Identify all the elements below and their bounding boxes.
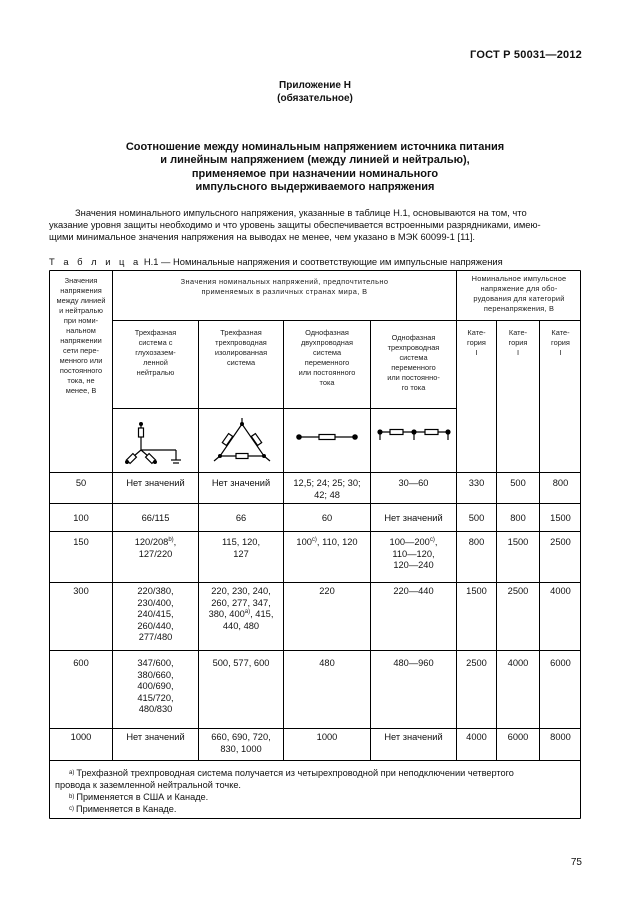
cell-single-phase-2wire: 480 <box>319 658 335 668</box>
cell-line: 830, 1000 <box>220 743 262 754</box>
cell-category-3: 1500 <box>550 513 571 523</box>
cell-line: 110—120, <box>392 548 435 559</box>
cell-line: 120—240 <box>393 560 434 570</box>
cell-three-phase-4wire: 66/115 <box>141 513 170 523</box>
footnote-line <box>55 767 575 779</box>
cell-category-2: 2500 <box>507 586 529 596</box>
header-line: I <box>516 348 520 357</box>
cell-category-1: 4000 <box>466 732 487 742</box>
header-line: система <box>312 348 342 357</box>
cell-nominal-voltage: 600 <box>73 658 89 668</box>
cell-line: 42; 48 <box>314 489 340 500</box>
header-line: Однофазная <box>391 333 436 342</box>
table-n1 <box>49 270 581 819</box>
footnote-text: Применяется в США и Канаде. <box>76 792 209 802</box>
cell-category-1: 330 <box>468 478 485 488</box>
cell-single-phase-3wire: Нет значений <box>384 513 443 523</box>
cell-text: 100—200 <box>389 537 430 547</box>
header-line: I <box>475 348 478 357</box>
cell-line: 230/400, <box>137 597 174 608</box>
header-line: двухпроводная <box>301 338 353 347</box>
header-line: го тока <box>401 383 426 392</box>
cell-line: 127/220 <box>138 548 173 559</box>
header-category-2 <box>497 328 539 358</box>
intro-paragraph <box>49 207 582 244</box>
footnote-a <box>55 767 575 791</box>
annex-title: Приложение Н <box>279 80 351 91</box>
cell-nominal-voltage: 1000 <box>70 732 92 742</box>
cell-category-3: 800 <box>552 478 569 488</box>
cell-three-phase-4wire <box>113 658 198 716</box>
cell-three-phase-4wire <box>113 537 198 560</box>
cell-nominal-voltage: 300 <box>73 586 89 596</box>
cell-line: 220/380, <box>137 586 174 596</box>
cell-category-1: 2500 <box>466 658 487 668</box>
cell-category-3: 2500 <box>550 537 571 547</box>
cell-text: , 110, 120 <box>316 537 358 547</box>
cell-single-phase-2wire <box>284 478 370 501</box>
cell-single-phase-2wire <box>284 537 370 549</box>
cell-category-1: 1500 <box>466 586 487 596</box>
cell-category-3: 4000 <box>550 586 571 596</box>
footnote-ref: c) <box>311 536 317 543</box>
cell-single-phase-2wire: 60 <box>321 513 333 523</box>
cell-single-phase-3wire <box>371 537 456 572</box>
cell-three-phase-3wire <box>199 732 283 755</box>
cell-line: 400/690, <box>137 681 174 691</box>
cell-text: 120/208 <box>134 537 169 547</box>
cell-line: 220, 230, 240, <box>211 586 271 596</box>
cell-line: 12,5; 24; 25; 30; <box>293 478 361 488</box>
header-line: гория <box>551 338 570 347</box>
header-line: постоянного <box>59 366 103 375</box>
cell-category-3: 8000 <box>550 732 571 742</box>
footnote-mark: a) <box>69 770 75 776</box>
cell-line: 277/480 <box>138 632 173 642</box>
cell-text: , <box>434 537 438 547</box>
header-line: гория <box>508 338 528 347</box>
header-line: нальном <box>66 326 96 335</box>
header-category-1 <box>457 328 496 358</box>
header-line: Значения <box>64 276 98 285</box>
cell-line: 115, 120, <box>221 537 261 547</box>
header-impulse-group <box>457 274 581 314</box>
header-line: переменного <box>391 363 436 372</box>
header-line: система <box>226 358 256 367</box>
header-line: глухозазем- <box>135 348 176 357</box>
table-caption-text: Н.1 — Номинальные напряжения и соответствующие им импульсные напряжения <box>143 256 503 267</box>
cell-category-2: 6000 <box>507 732 529 742</box>
header-line: Кате- <box>508 328 528 337</box>
footnote-text: Трехфазной трехпроводная система получается из четырехпроводной при неподключении четвертого <box>76 768 514 778</box>
cell-three-phase-3wire <box>199 586 283 632</box>
header-line: Кате- <box>467 328 486 337</box>
footnote-line: провода к заземленной нейтральной точке. <box>55 780 241 790</box>
cell-line: 260, 277, 347, <box>211 597 271 608</box>
cell-three-phase-4wire <box>113 586 198 644</box>
header-line: и нейтралью <box>59 306 103 315</box>
cell-category-2: 4000 <box>507 658 529 668</box>
paragraph-line: Значения номинального импульсного напряжения, указанные в таблице Н.1, основываются на том, что <box>75 207 527 218</box>
header-line: I <box>559 348 562 357</box>
footnote-mark: c) <box>69 806 74 812</box>
standard-number: ГОСТ Р 50031—2012 <box>470 49 582 61</box>
cell-line: 415/720, <box>137 692 174 703</box>
cell-category-2: 500 <box>510 478 526 488</box>
cell-text: , 415, <box>250 609 274 619</box>
header-line: Номинальное импульсное <box>471 274 567 283</box>
header-line: рудования для категорий <box>473 294 565 303</box>
header-line: переменного <box>304 358 350 367</box>
cell-category-1: 800 <box>468 537 485 547</box>
table-caption-prefix: Т а б л и ц а <box>49 256 142 267</box>
header-line: или постоянного <box>298 368 356 377</box>
cell-nominal-voltage: 100 <box>73 513 89 523</box>
heading-line: и линейным напряжением (между линией и нейтралью), <box>160 154 470 167</box>
cell-single-phase-2wire: 1000 <box>316 732 338 742</box>
cell-line: 120/208$^{b)}$, <box>134 536 177 547</box>
cell-category-2: 800 <box>510 513 526 523</box>
cell-single-phase-3wire: 480—960 <box>393 658 434 668</box>
single-phase-3wire-diagram <box>376 425 452 445</box>
header-line: Трехфазная <box>220 328 262 337</box>
cell-single-phase-3wire: Нет значений <box>384 732 443 742</box>
cell-text: 100 <box>296 537 312 547</box>
header-line: перенапряжения, В <box>483 304 555 313</box>
header-line: Кате- <box>551 328 570 337</box>
cell-nominal-voltage: 50 <box>75 478 87 488</box>
cell-single-phase-3wire: 30—60 <box>398 478 429 488</box>
page-number: 75 <box>570 857 582 868</box>
footnote-c <box>69 803 569 815</box>
header-line: напряжение для обо- <box>480 284 558 293</box>
cell-line: 260/440, <box>137 620 174 631</box>
cell-nominal-voltage: 150 <box>73 537 89 547</box>
header-single-phase-2wire <box>284 328 370 388</box>
cell-category-1: 500 <box>468 513 485 523</box>
paragraph-line: щими минимальное значения напряжения на выводах не менее, чем указано в МЭК 60099-1 [11]. <box>49 231 476 243</box>
footnote-text: Применяется в Канаде. <box>76 804 177 814</box>
cell-line <box>371 537 456 549</box>
cell-line: 440, 480 <box>222 620 260 631</box>
footnote-mark: b) <box>69 794 75 800</box>
cell-three-phase-3wire: Нет значений <box>211 478 271 488</box>
header-line: гория <box>467 338 486 347</box>
header-line: между линией <box>56 296 106 305</box>
table-caption <box>49 256 503 267</box>
header-single-phase-3wire <box>371 333 456 393</box>
cell-three-phase-4wire: Нет значений <box>126 732 185 742</box>
cell-line <box>199 609 283 621</box>
header-line: при номи- <box>63 316 99 325</box>
cell-category-3: 6000 <box>550 658 571 668</box>
section-heading <box>0 141 630 194</box>
cell-line: 380/660, <box>137 669 174 680</box>
cell-category-2: 1500 <box>507 537 529 547</box>
footnote-ref: a) <box>244 608 251 615</box>
header-line: трехпроводная <box>387 343 440 352</box>
heading-line: применяемое при назначении номинального <box>191 167 439 180</box>
cell-three-phase-3wire: 500, 577, 600 <box>212 658 270 668</box>
header-line: изолированная <box>214 348 268 357</box>
header-line: Однофазная <box>305 328 349 337</box>
header-line: система <box>399 353 428 362</box>
cell-single-phase-3wire: 220—440 <box>393 586 434 596</box>
annex-status: (обязательное) <box>277 93 353 104</box>
header-systems-group <box>113 277 456 297</box>
footnote-b <box>69 791 569 803</box>
cell-line: 347/600, <box>137 658 174 668</box>
three-phase-isolated-diagram <box>211 416 273 466</box>
header-line: нейтралью <box>136 368 175 377</box>
header-line: менного или <box>59 356 103 365</box>
cell-line: 240/415, <box>137 609 174 619</box>
header-line: Значения номинальных напряжений, предпочтительно <box>180 277 389 286</box>
header-line: система с <box>138 338 173 347</box>
cell-line: 127 <box>233 548 249 559</box>
header-line: или постоянно- <box>387 373 440 382</box>
three-phase-grounded-neutral-diagram <box>119 414 195 470</box>
cell-line: 660, 690, 720, <box>211 732 271 742</box>
cell-three-phase-3wire: 66 <box>235 513 247 523</box>
header-category-3 <box>540 328 581 358</box>
cell-three-phase-3wire <box>199 537 283 560</box>
header-line: напряжения <box>60 286 102 295</box>
header-line: Трехфазная <box>134 328 177 337</box>
header-line: тока <box>319 378 335 387</box>
header-line: применяемых в различных странах мира, В <box>201 287 368 296</box>
header-three-phase-4wire <box>113 328 198 378</box>
cell-text: 380, 400 <box>208 609 245 619</box>
cell-single-phase-2wire: 220 <box>319 586 335 596</box>
header-line: сети пере- <box>63 346 99 355</box>
header-three-phase-3wire <box>199 328 283 368</box>
header-line: напряжении <box>60 336 102 345</box>
heading-line: импульсного выдерживаемого напряжения <box>195 180 435 193</box>
heading-line: Соотношение между номинальным напряжением источника питания <box>125 141 505 153</box>
header-line: трехпроводная <box>215 338 267 347</box>
single-phase-2wire-diagram <box>296 430 358 444</box>
footnote-ref: c) <box>429 536 435 543</box>
cell-three-phase-4wire: Нет значений <box>126 478 185 488</box>
paragraph-line: указание уровня защиты необходимо и что уровень защиты обеспечивается встроенными разрядниками, имею- <box>49 219 541 231</box>
cell-line: 480/830 <box>138 704 173 714</box>
header-line: ленной <box>143 358 168 367</box>
header-nominal-voltage <box>50 276 112 396</box>
header-line: менее, В <box>65 386 97 395</box>
header-line: тока, не <box>67 376 95 385</box>
footnote-ref: b) <box>168 536 174 543</box>
